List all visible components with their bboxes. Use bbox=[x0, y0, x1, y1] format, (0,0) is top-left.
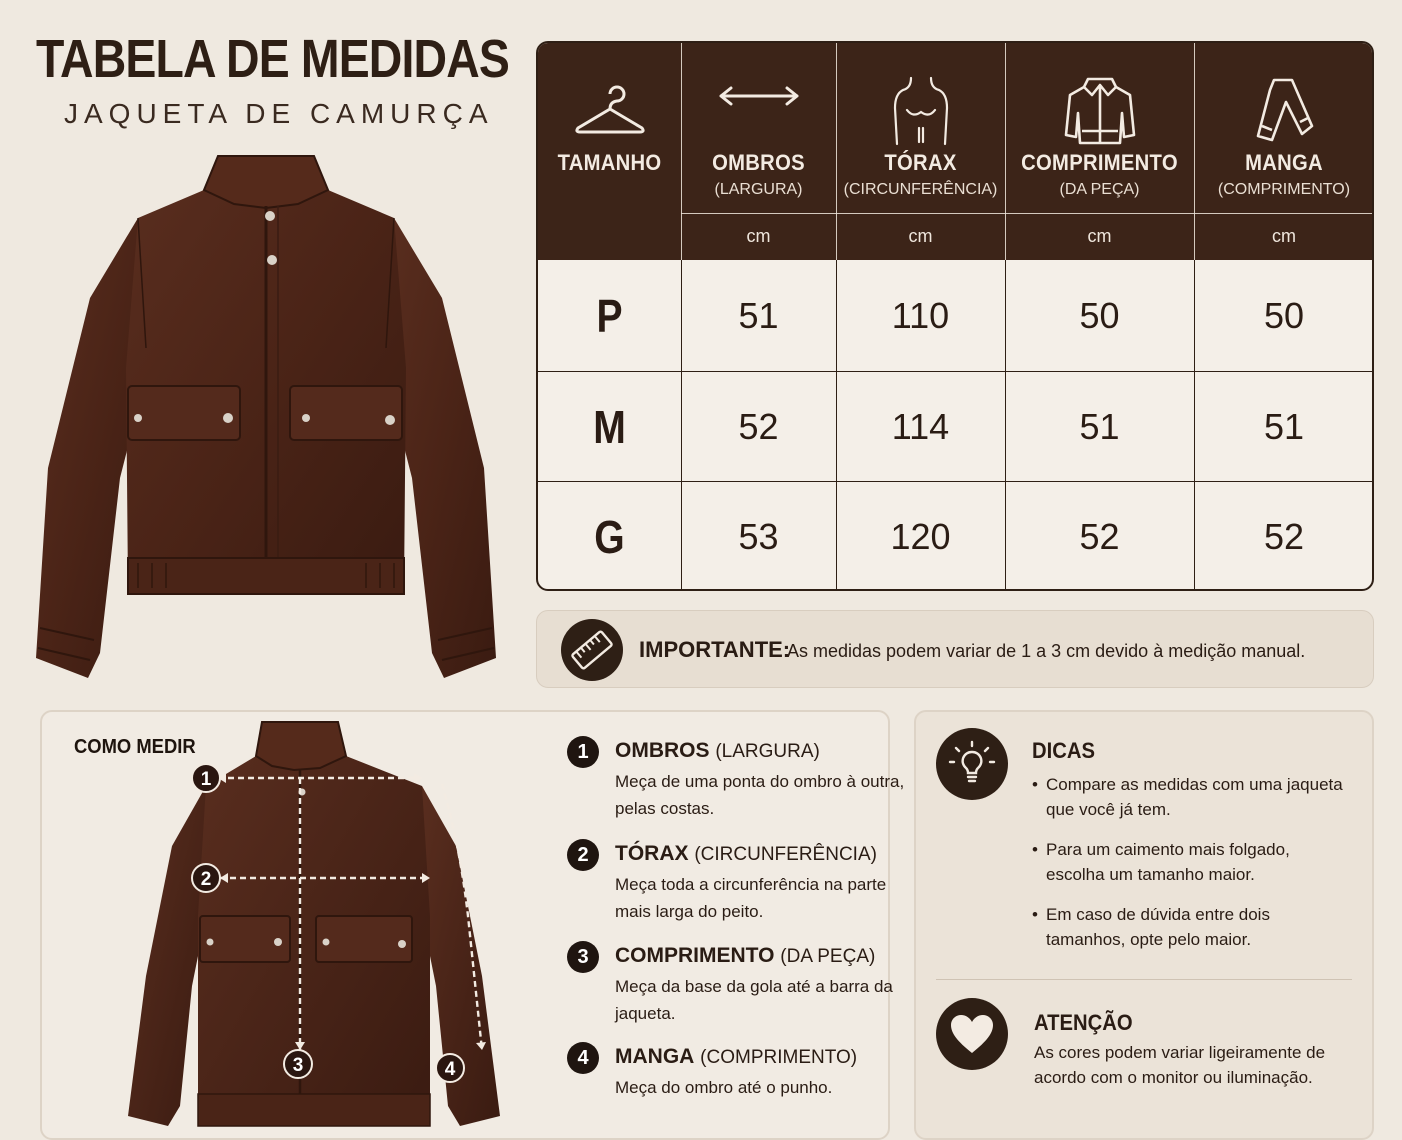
size-label: G bbox=[594, 511, 625, 563]
step-subtitle: (CIRCUNFERÊNCIA) bbox=[694, 844, 877, 865]
tips-panel bbox=[914, 710, 1374, 1140]
table-cell: 52 bbox=[1263, 516, 1305, 557]
unit-label: cm bbox=[908, 226, 933, 246]
table-cell: 51 bbox=[738, 295, 779, 336]
size-label: P bbox=[596, 290, 623, 342]
step-subtitle: (DA PEÇA) bbox=[780, 946, 876, 967]
tips-title: DICAS bbox=[1032, 738, 1095, 763]
column-header-length: COMPRIMENTO bbox=[1021, 150, 1178, 175]
column-size bbox=[538, 43, 681, 589]
notice-text: As medidas podem variar de 1 a 3 cm devido à medição manual. bbox=[787, 641, 1306, 661]
step-description: Meça da base da gola até a barra da jaqueta. bbox=[615, 977, 893, 1023]
unit-label: cm bbox=[1087, 226, 1112, 246]
step-description: Meça toda a circunferência na parte mais larga do peito. bbox=[615, 875, 887, 921]
tip-item: • Compare as medidas com uma jaqueta que você já tem. bbox=[1032, 772, 1352, 822]
size-label: M bbox=[593, 401, 626, 453]
divider bbox=[936, 979, 1352, 980]
table-cell: 52 bbox=[1079, 516, 1120, 557]
table-cell: 114 bbox=[891, 406, 950, 447]
step-title: TÓRAX bbox=[615, 842, 689, 865]
step-subtitle: (COMPRIMENTO) bbox=[700, 1047, 858, 1068]
step-title: OMBROS bbox=[615, 739, 710, 762]
unit-label: cm bbox=[1272, 226, 1296, 246]
table-cell: 50 bbox=[1079, 295, 1120, 336]
tips-list bbox=[1032, 772, 1352, 967]
tip-item: • Em caso de dúvida entre dois tamanhos, opte pelo maior. bbox=[1032, 902, 1352, 952]
page-subtitle: JAQUETA DE CAMURÇA bbox=[64, 98, 494, 129]
step-description: Meça de uma ponta do ombro à outra, pelas costas. bbox=[615, 772, 905, 818]
step-subtitle: (LARGURA) bbox=[715, 741, 820, 762]
section-title: COMO MEDIR bbox=[74, 736, 196, 758]
step-number: 3 bbox=[567, 941, 599, 973]
step-number: 1 bbox=[567, 736, 599, 768]
table-cell: 110 bbox=[891, 295, 950, 336]
attention-title: ATENÇÃO bbox=[1034, 1010, 1133, 1035]
column-subheader-length: (DA PEÇA) bbox=[1059, 181, 1140, 198]
table-cell: 51 bbox=[1079, 406, 1120, 447]
column-header-shoulders: OMBROS bbox=[712, 150, 805, 175]
table-cell: 120 bbox=[890, 516, 951, 557]
step-marker: 3 bbox=[292, 1055, 304, 1076]
notice-label: IMPORTANTE: bbox=[639, 637, 791, 662]
column-header-size: TAMANHO bbox=[557, 150, 662, 175]
column-subheader-chest: (CIRCUNFERÊNCIA) bbox=[843, 181, 998, 198]
jacket-photo bbox=[28, 148, 504, 696]
jacket-icon bbox=[1005, 65, 1194, 155]
step-number: 2 bbox=[567, 839, 599, 871]
step-marker: 4 bbox=[444, 1059, 456, 1080]
page-title: TABELA DE MEDIDAS bbox=[36, 29, 509, 89]
sleeve-icon bbox=[1194, 65, 1374, 155]
step-title: MANGA bbox=[615, 1045, 695, 1068]
table-cell: 52 bbox=[738, 406, 779, 447]
unit-label: cm bbox=[746, 226, 771, 246]
column-sleeve bbox=[1194, 43, 1374, 589]
how-to-measure-panel bbox=[40, 710, 905, 1140]
table-cell: 51 bbox=[1263, 406, 1305, 447]
column-subheader-shoulders: (LARGURA) bbox=[714, 181, 803, 198]
heart-icon bbox=[936, 998, 1008, 1070]
column-shoulders bbox=[681, 43, 836, 589]
step-title: COMPRIMENTO bbox=[615, 944, 775, 967]
step-marker: 2 bbox=[200, 869, 212, 890]
table-cell: 50 bbox=[1263, 295, 1305, 336]
measure-diagram bbox=[124, 716, 504, 1136]
torso-icon bbox=[836, 65, 1005, 155]
hanger-icon bbox=[538, 65, 681, 155]
double-arrow-icon bbox=[681, 51, 836, 141]
important-notice bbox=[536, 610, 1374, 688]
step-marker: 1 bbox=[200, 769, 212, 790]
step-number: 4 bbox=[567, 1042, 599, 1074]
tip-item: • Para um caimento mais folgado, escolha um tamanho maior. bbox=[1032, 837, 1352, 887]
column-header-chest: TÓRAX bbox=[884, 150, 957, 175]
size-table bbox=[536, 41, 1374, 591]
column-length bbox=[1005, 43, 1194, 589]
ruler-icon bbox=[561, 619, 623, 681]
column-chest bbox=[836, 43, 1005, 589]
table-cell: 53 bbox=[738, 516, 779, 557]
step-description: Meça do ombro até o punho. bbox=[615, 1078, 833, 1097]
column-header-sleeve: MANGA bbox=[1245, 150, 1323, 175]
column-subheader-sleeve: (COMPRIMENTO) bbox=[1217, 181, 1351, 198]
attention-text: As cores podem variar ligeiramente de acordo com o monitor ou iluminação. bbox=[1034, 1043, 1326, 1087]
lightbulb-icon bbox=[936, 728, 1008, 800]
